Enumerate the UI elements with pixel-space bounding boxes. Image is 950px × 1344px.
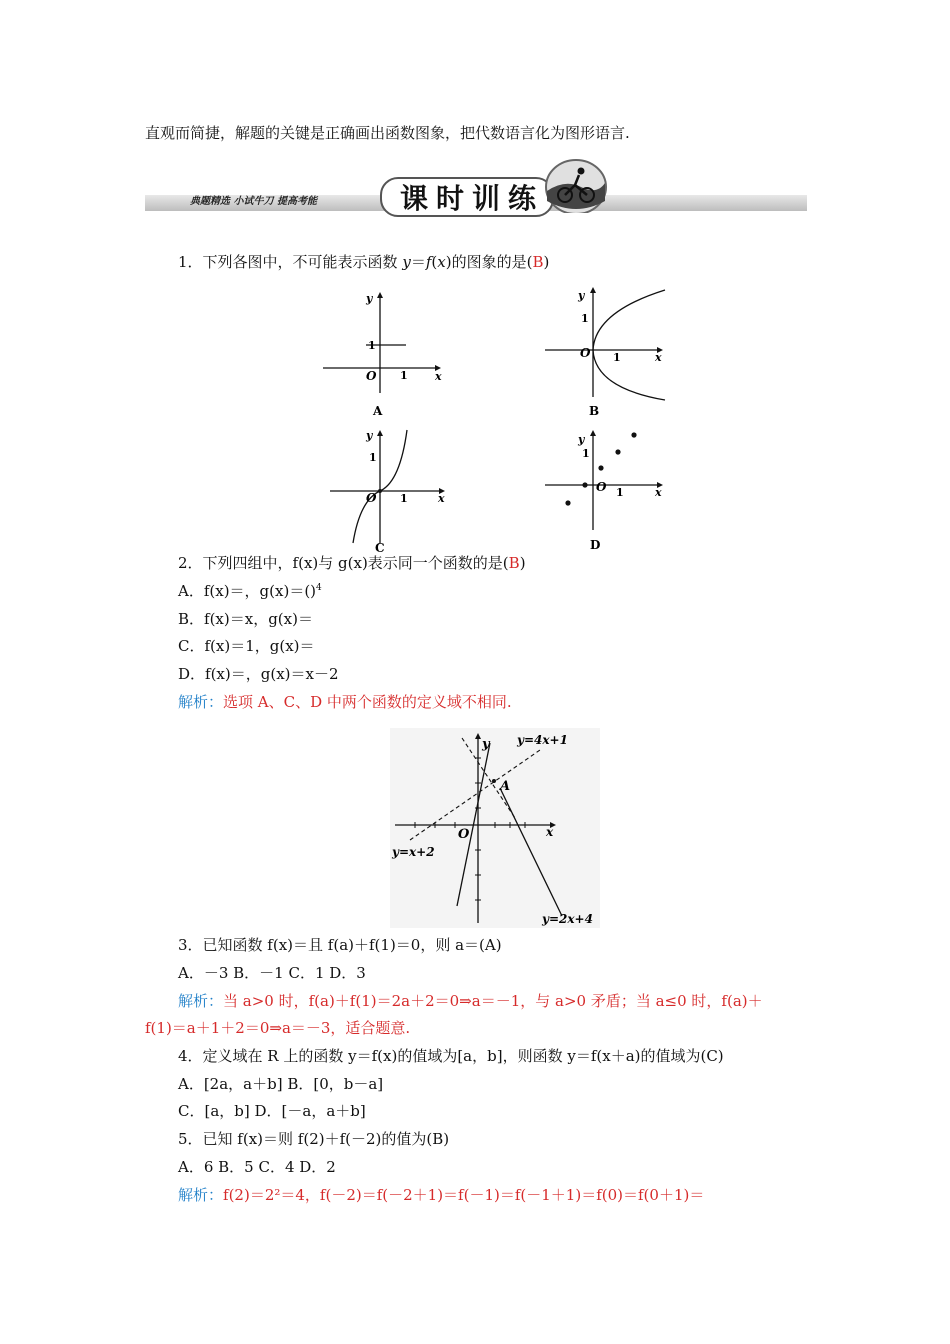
q2-analysis bbox=[178, 692, 512, 712]
graph-c-y-label: y bbox=[366, 429, 373, 442]
cyclist-icon bbox=[545, 157, 607, 213]
graph-b bbox=[540, 282, 675, 422]
q3-fig-y-label: y bbox=[482, 737, 490, 752]
graph-a-label: A bbox=[373, 404, 383, 418]
graph-d-origin: O bbox=[596, 480, 607, 494]
q1-stem-paren: ( bbox=[431, 253, 438, 271]
q2-stem: 2．下列四组中，f(x)与 g(x)表示同一个函数的是(B) bbox=[178, 554, 526, 572]
q5-analysis-text: f(2)＝2²＝4，f(－2)＝f(－2＋1)＝f(－1)＝f(－1＋1)＝f(0)＝f(0＋1)＝ bbox=[223, 1186, 705, 1204]
q1-answer: B bbox=[532, 253, 544, 271]
graph-d-y-one: 1 bbox=[582, 447, 590, 460]
graph-b-x-label: x bbox=[655, 351, 662, 364]
q1-stem-f: f bbox=[425, 253, 432, 271]
graph-a-origin: O bbox=[366, 369, 377, 383]
q3-stem: 3．已知函数 f(x)＝且 f(a)＋f(1)＝0，则 a＝(A) bbox=[178, 936, 502, 954]
q1-stem-x: x bbox=[437, 253, 446, 271]
graph-c bbox=[325, 425, 455, 555]
q4-stem: 4．定义域在 R 上的函数 y＝f(x)的值域为[a，b]，则函数 y＝f(x＋a)的值域为(C) bbox=[178, 1047, 724, 1065]
q3-analysis-line1 bbox=[178, 991, 763, 1011]
q3-analysis-line2: f(1)＝a＋1＋2＝0⇒a＝－3，适合题意. bbox=[145, 1019, 411, 1037]
q3-fig-x-label: x bbox=[546, 825, 554, 839]
q3-options: A．－3 B．－1 C．1 D．3 bbox=[178, 964, 366, 982]
graph-c-x-label: x bbox=[438, 492, 445, 505]
q2-option-b: B．f(x)＝x，g(x)＝ bbox=[178, 610, 313, 628]
q5-analysis-label: 解析： bbox=[178, 1186, 224, 1204]
q1-stem bbox=[178, 252, 549, 272]
graph-a-y-one: 1 bbox=[368, 339, 376, 352]
q2-option-d: D．f(x)＝，g(x)＝x－2 bbox=[178, 665, 339, 683]
q3-fig-line1-label: y=4x+1 bbox=[517, 733, 568, 747]
q5-analysis bbox=[178, 1185, 704, 1205]
section-banner bbox=[145, 155, 807, 213]
intro-text: 直观而简捷，解题的关键是正确画出函数图象，把代数语言化为图形语言. bbox=[145, 124, 630, 142]
graph-b-y-one: 1 bbox=[581, 312, 589, 325]
q3-fig-point-a: A bbox=[500, 779, 511, 794]
banner-title: 课时训练 bbox=[400, 182, 545, 215]
q1-stem-close: ) bbox=[543, 253, 550, 271]
graph-a-x-label: x bbox=[435, 370, 442, 383]
graph-b-origin: O bbox=[580, 346, 591, 360]
q2-stem-text: 2．下列四组中，f(x)与 g(x)表示同一个函数的是( bbox=[178, 554, 509, 572]
q3-figure bbox=[390, 728, 600, 928]
q4-options-2: C．[a，b] D．[－a，a＋b] bbox=[178, 1102, 366, 1120]
graph-d-x-label: x bbox=[655, 486, 662, 499]
q2-analysis-label: 解析： bbox=[178, 693, 224, 711]
q5-stem: 5．已知 f(x)＝则 f(2)＋f(－2)的值为(B) bbox=[178, 1130, 450, 1148]
q2-option-a bbox=[178, 581, 322, 604]
graph-d-y-label: y bbox=[578, 433, 585, 446]
graph-d bbox=[540, 425, 675, 555]
graph-c-origin: O bbox=[366, 491, 377, 505]
q5-options: A．6 B．5 C．4 D．2 bbox=[178, 1158, 336, 1176]
q3-fig-line3-label: y=2x+4 bbox=[542, 912, 593, 926]
graph-b-x-one: 1 bbox=[613, 351, 621, 364]
q2-option-c: C．f(x)＝1，g(x)＝ bbox=[178, 637, 315, 655]
q2-analysis-text: 选项 A、C、D 中两个函数的定义域不相同. bbox=[223, 693, 512, 711]
graph-c-label: C bbox=[375, 541, 385, 555]
q1-stem-eq: ＝ bbox=[410, 253, 426, 271]
graph-b-y-label: y bbox=[578, 289, 585, 302]
q1-stem-a: 1．下列各图中，不可能表示函数 bbox=[178, 253, 403, 271]
graph-b-label: B bbox=[589, 404, 600, 418]
banner-subtitle: 典题精选 小试牛刀 提高考能 bbox=[190, 196, 317, 207]
graph-a-x-one: 1 bbox=[400, 369, 408, 382]
graph-a bbox=[318, 285, 448, 425]
q2-option-a-text: A．f(x)＝，g(x)＝() bbox=[178, 582, 317, 600]
q3-analysis-text1: 当 a>0 时，f(a)＋f(1)＝2a＋2＝0⇒a＝－1，与 a>0 矛盾；当 a≤0 时，f(a)＋ bbox=[223, 992, 763, 1010]
q1-stem-g: )的图象的是( bbox=[445, 253, 533, 271]
graph-c-y-one: 1 bbox=[369, 451, 377, 464]
graph-d-label: D bbox=[590, 538, 601, 552]
q3-fig-origin: O bbox=[458, 827, 470, 842]
graph-a-y-label: y bbox=[366, 292, 373, 305]
graph-c-x-one: 1 bbox=[400, 492, 408, 505]
q1-stem-y: y bbox=[402, 253, 411, 271]
q3-fig-line2-label: y=x+2 bbox=[392, 845, 435, 859]
q2-answer: B bbox=[508, 554, 520, 572]
q2-option-a-sup: 4 bbox=[316, 583, 322, 593]
graph-d-x-one: 1 bbox=[616, 486, 624, 499]
q4-options-1: A．[2a，a＋b] B．[0，b－a] bbox=[178, 1075, 384, 1093]
q3-analysis-label: 解析： bbox=[178, 992, 224, 1010]
